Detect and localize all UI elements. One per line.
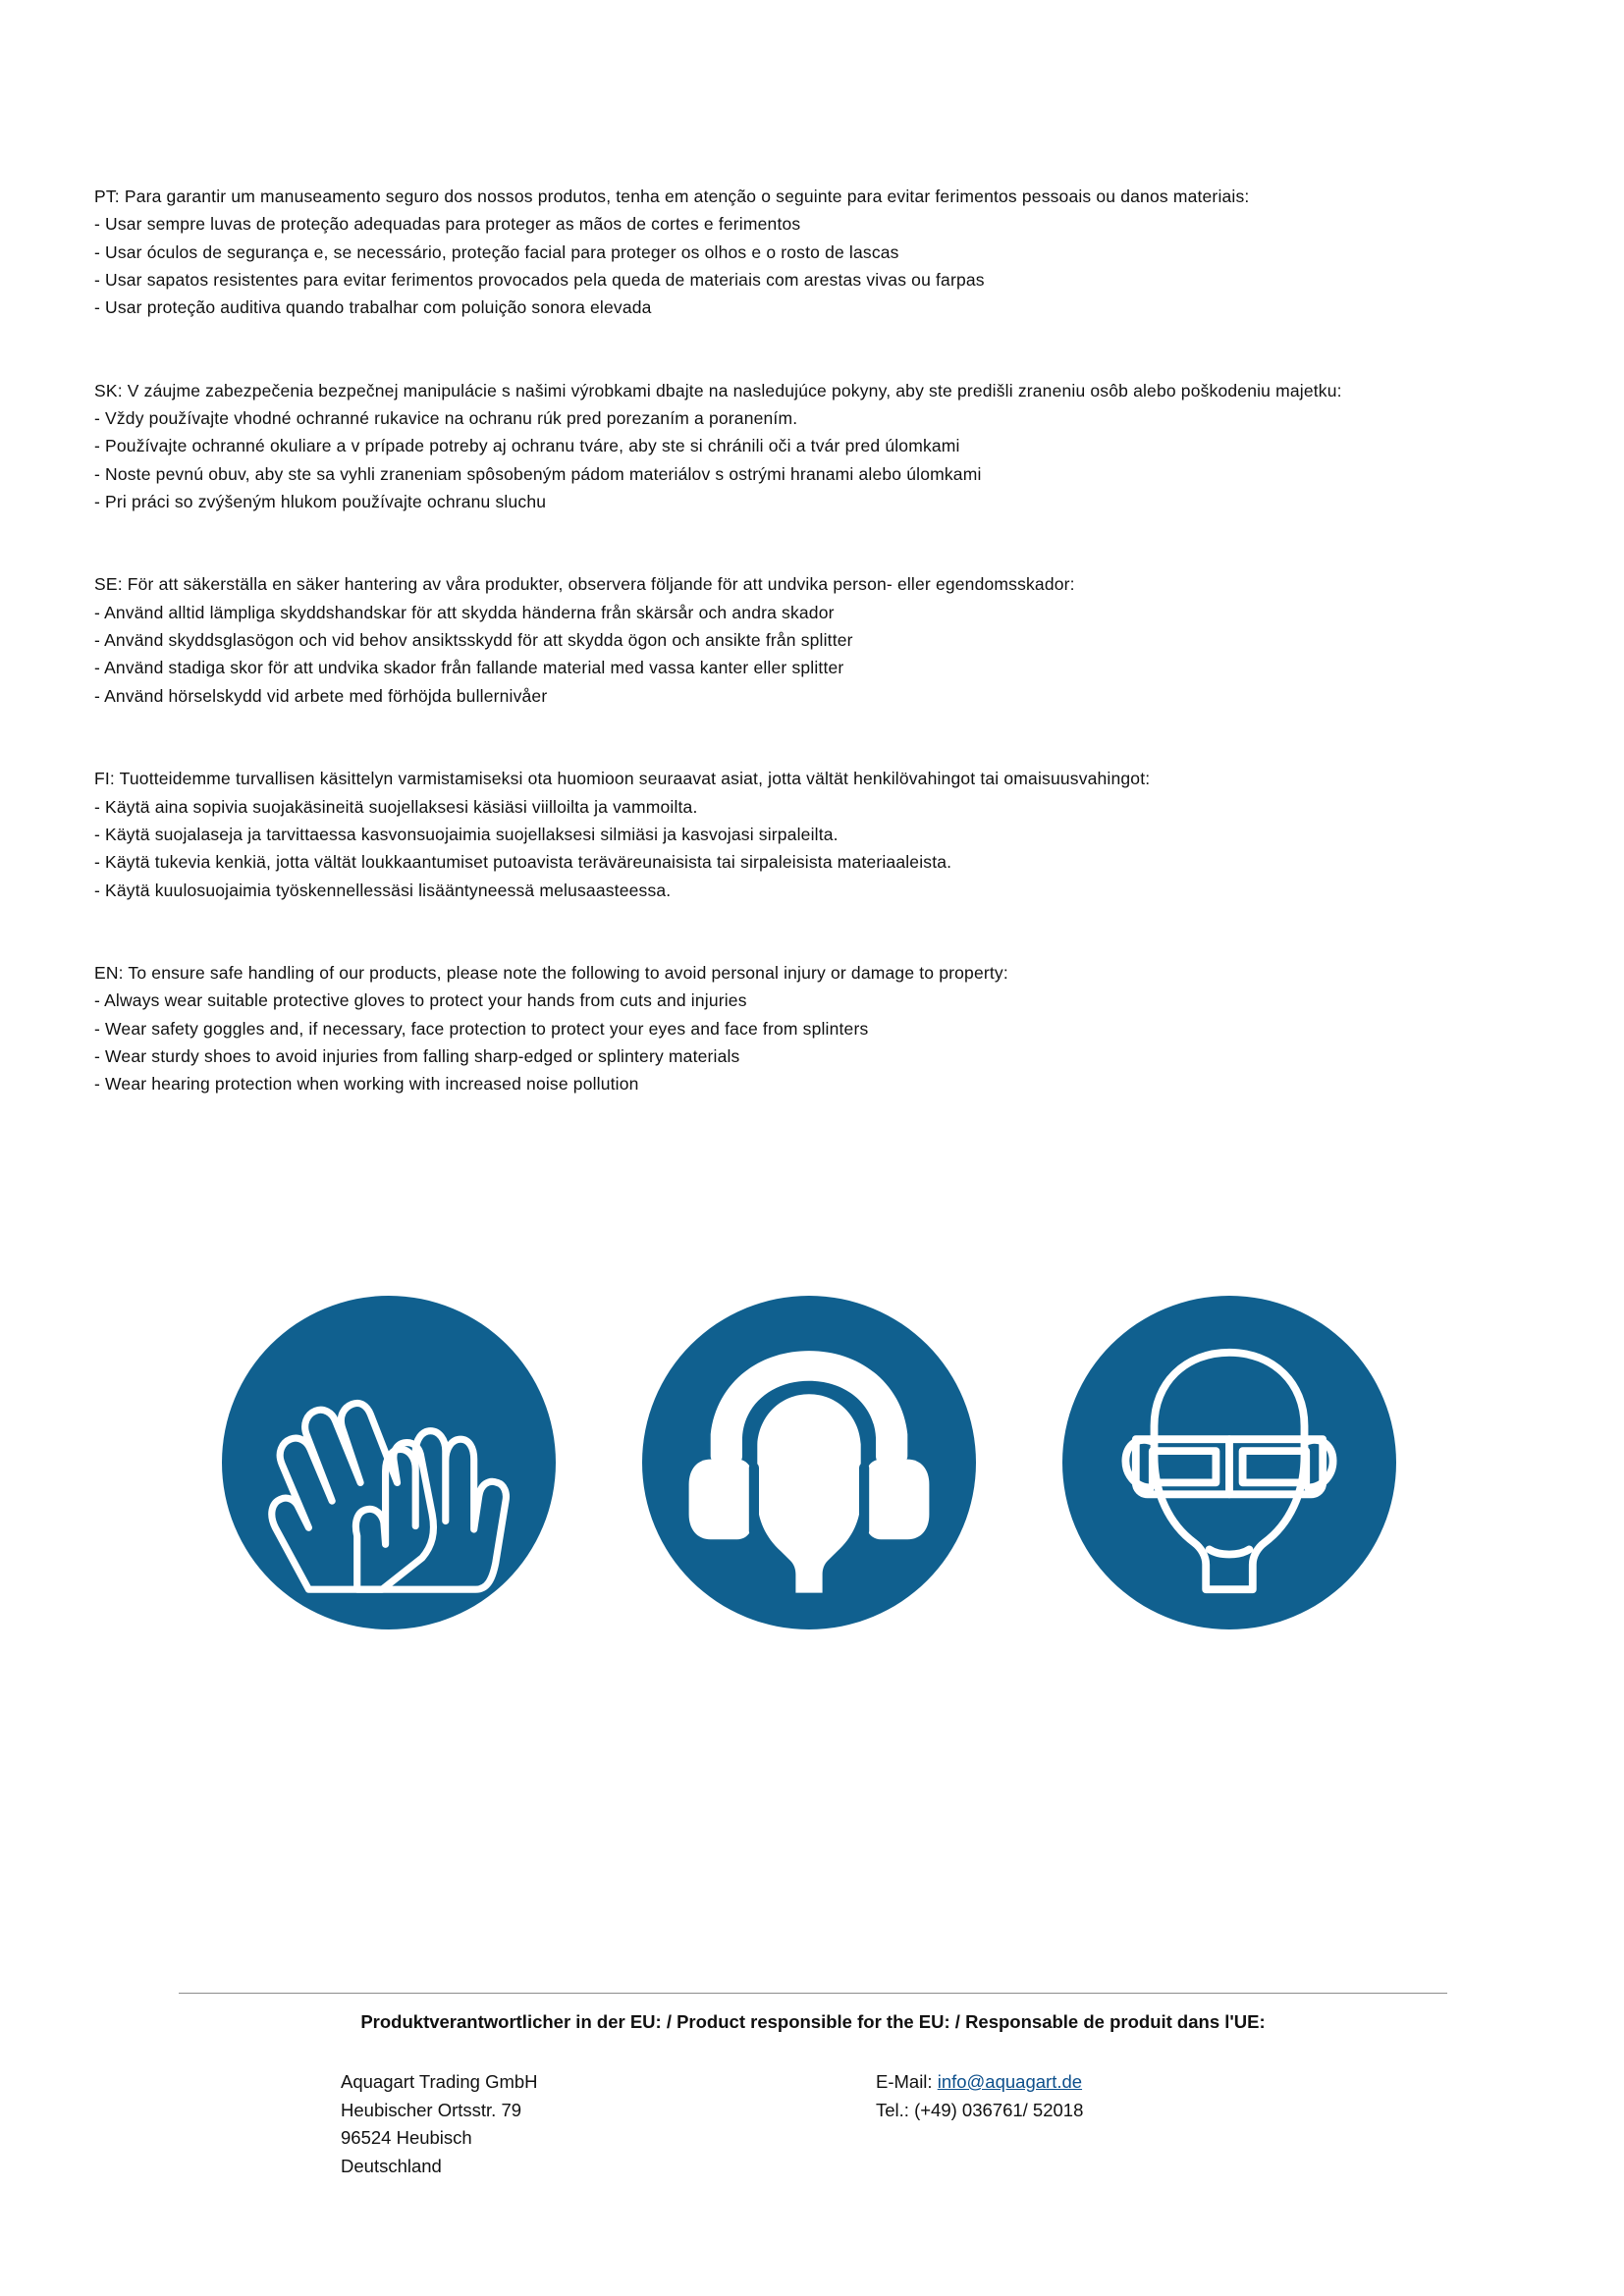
company-name: Aquagart Trading GmbH: [341, 2071, 538, 2092]
email-link[interactable]: info@aquagart.de: [937, 2071, 1083, 2092]
company-country: Deutschland: [341, 2156, 442, 2177]
instruction-line: SE: För att säkerställa en säker hantering av våra produkter, observera följande för att undvika person- eller egendomsskador:: [94, 574, 1075, 595]
footer-title: Produktverantwortlicher in der EU: / Product responsible for the EU: / Responsable de produit dans l'UE:: [360, 2011, 1266, 2032]
instruction-line: - Noste pevnú obuv, aby ste sa vyhli zraneniam spôsobeným pádom materiálov s ostrými hranami alebo úlomkami: [94, 463, 982, 484]
email-label: E-Mail:: [876, 2071, 938, 2092]
instruction-line: - Usar proteção auditiva quando trabalhar com poluição sonora elevada: [94, 297, 652, 318]
instruction-line: - Usar sempre luvas de proteção adequadas para proteger as mãos de cortes e ferimentos: [94, 214, 801, 235]
footer-divider: [179, 1993, 1447, 1994]
instruction-line: - Käytä suojalaseja ja tarvittaessa kasvonsuojaimia suojellaksesi silmiäsi ja kasvojasi sirpaleilta.: [94, 824, 839, 844]
instruction-line: - Používajte ochranné okuliare a v prípade potreby aj ochranu tváre, aby ste si chránili oči a tvár pred úlomkami: [94, 436, 960, 456]
instruction-line: PT: Para garantir um manuseamento seguro dos nossos produtos, tenha em atenção o seguinte para evitar ferimentos pessoais ou danos materiais:: [94, 187, 1250, 206]
instruction-line: - Wear sturdy shoes to avoid injuries from falling sharp-edged or splintery materials: [94, 1045, 740, 1066]
instruction-line: - Always wear suitable protective gloves to protect your hands from cuts and injuries: [94, 990, 747, 1011]
instruction-line: - Pri práci so zvýšeným hlukom používajte ochranu sluchu: [94, 492, 547, 512]
instruction-line: FI: Tuotteidemme turvallisen käsittelyn varmistamiseksi ota huomioon seuraavat asiat, jotta vältät henkilövahingot tai omaisuusvahingot:: [94, 769, 1151, 789]
footer-columns: [179, 2068, 1447, 2181]
language-block-se: [94, 570, 1439, 710]
instruction-line: - Använd skyddsglasögon och vid behov ansiktsskydd för att skydda ögon och ansikte från splitter: [94, 630, 853, 651]
instruction-line: - Använd alltid lämpliga skyddshandskar för att skydda händerna från skärsår och andra skador: [94, 602, 835, 622]
company-address-block: [179, 2068, 846, 2181]
instruction-line: - Käytä tukevia kenkiä, jotta vältät loukkaantumiset putoavista teräväreunaisista tai sirpaleisista materiaaleista.: [94, 852, 952, 873]
language-block-en: [94, 959, 1439, 1098]
instruction-line: - Käytä kuulosuojaimia työskennellessäsi lisääntyneessä melusaasteessa.: [94, 880, 672, 900]
company-street: Heubischer Ortsstr. 79: [341, 2099, 522, 2120]
instruction-line: - Wear safety goggles and, if necessary, face protection to protect your eyes and face from splinters: [94, 1018, 869, 1039]
instruction-line: - Använd hörselskydd vid arbete med förhöjda bullernivåer: [94, 685, 548, 706]
hearing-protection-mandatory-sign: [642, 1296, 976, 1629]
instruction-line: - Käytä aina sopivia suojakäsineitä suojellaksesi käsiäsi viilloilta ja vammoilta.: [94, 796, 698, 817]
footer: [179, 1993, 1447, 2181]
email-row: [876, 2068, 1447, 2097]
language-block-pt: [94, 183, 1439, 322]
instruction-line: - Usar óculos de segurança e, se necessário, proteção facial para proteger os olhos e o rosto de lascas: [94, 241, 899, 262]
instruction-line: SK: V záujme zabezpečenia bezpečnej manipulácie s našimi výrobkami dbajte na nasledujúce pokyny, aby ste predišli zraneniu osôb alebo poškodeniu majetku:: [94, 380, 1342, 400]
phone-row: Tel.: (+49) 036761/ 52018: [876, 2099, 1084, 2120]
instruction-line: - Vždy používajte vhodné ochranné rukavice na ochranu rúk pred porezaním a poranením.: [94, 408, 798, 429]
instruction-line: - Usar sapatos resistentes para evitar ferimentos provocados pela queda de materiais com arestas vivas ou farpas: [94, 270, 985, 291]
instruction-line: - Wear hearing protection when working with increased noise pollution: [94, 1074, 639, 1095]
safety-instructions-section: [94, 183, 1439, 1098]
protective-gloves-mandatory-sign: [222, 1296, 556, 1629]
eye-protection-mandatory-sign: [1062, 1296, 1396, 1629]
language-block-sk: [94, 377, 1439, 516]
instruction-line: - Använd stadiga skor för att undvika skador från fallande material med vassa kanter eller splitter: [94, 658, 844, 678]
company-city: 96524 Heubisch: [341, 2127, 472, 2149]
pictogram-row: [94, 1296, 1439, 1629]
instruction-line: EN: To ensure safe handling of our products, please note the following to avoid personal injury or damage to property:: [94, 962, 1008, 983]
language-block-fi: [94, 765, 1439, 904]
company-contact-block: [846, 2068, 1447, 2124]
